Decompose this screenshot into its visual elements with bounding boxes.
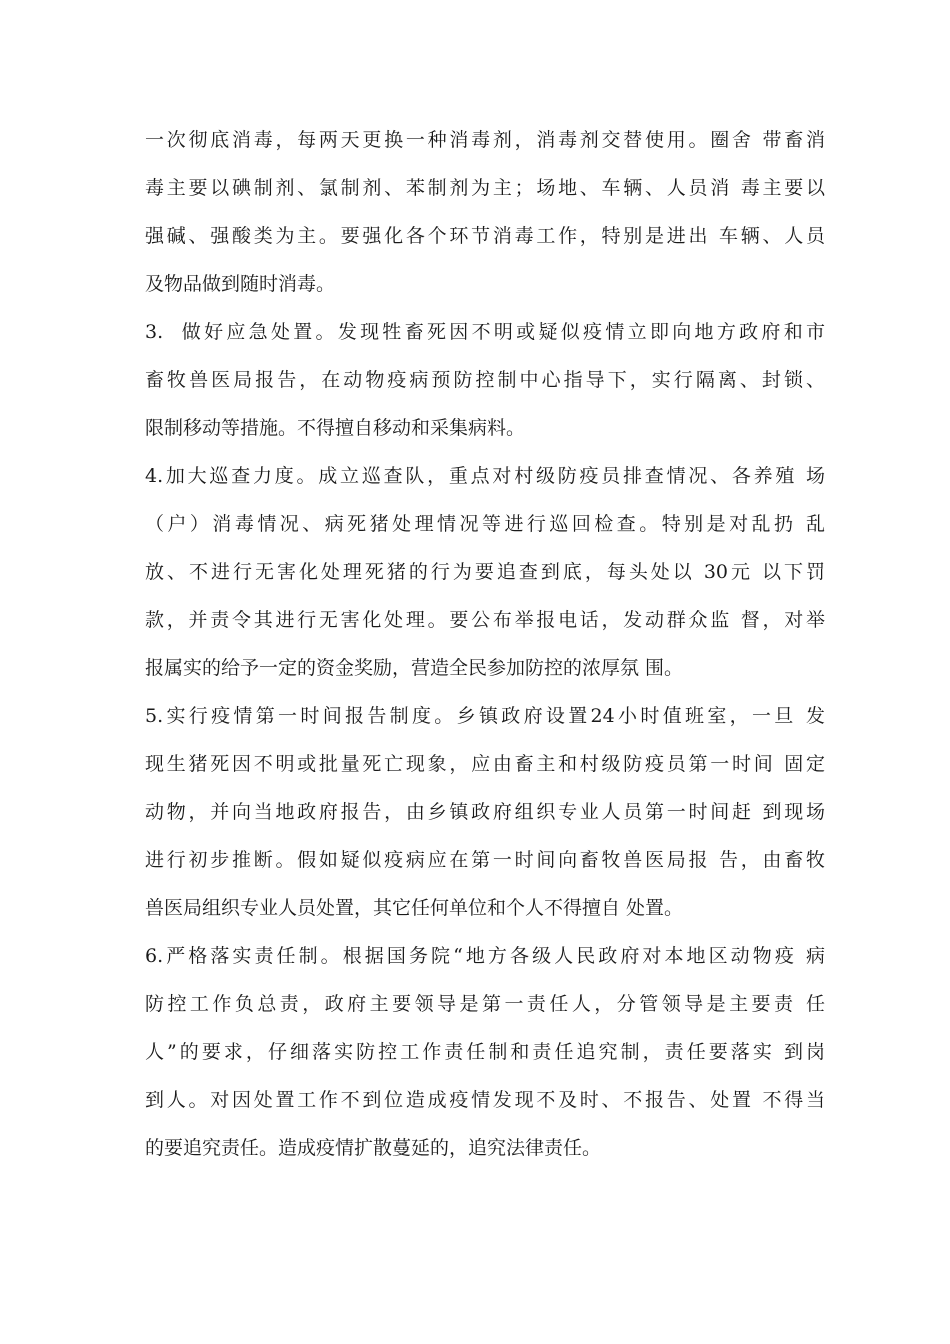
- paragraph-reporting-system: [145, 692, 825, 932]
- text-line: 款，并责令其进行无害化处理。要公布举报电话，发动群众监 督，对举: [145, 609, 825, 631]
- text-line: 强碱、强酸类为主。要强化各个环节消毒工作，特别是进出 车辆、人员: [145, 225, 825, 247]
- text-line: 报属实的给予一定的资金奖励，营造全民参加防控的浓厚氛 围。: [145, 657, 684, 679]
- text-line: 防控工作负总责，政府主要领导是第一责任人，分管领导是主要责 任: [145, 993, 825, 1015]
- text-line: 4.加大巡查力度。成立巡查队，重点对村级防疫员排查情况、各养殖 场: [145, 465, 825, 487]
- paragraph-inspection: [145, 452, 825, 692]
- text-line: 畜牧兽医局报告，在动物疫病预防控制中心指导下，实行隔离、封锁、: [145, 369, 825, 391]
- text-line: 到人。对因处置工作不到位造成疫情发现不及时、不报告、处置 不得当: [145, 1089, 825, 1111]
- text-line: 的要追究责任。造成疫情扩散蔓延的，追究法律责任。: [145, 1137, 602, 1159]
- text-line: 及物品做到随时消毒。: [145, 273, 336, 295]
- text-line: 放、不进行无害化处理死猪的行为要追查到底，每头处以 30元 以下罚: [145, 561, 825, 583]
- paragraph-disinfection: [145, 116, 825, 308]
- text-line: 人”的要求，仔细落实防控工作责任制和责任追究制，责任要落实 到岗: [145, 1041, 825, 1063]
- text-line: 进行初步推断。假如疑似疫病应在第一时间向畜牧兽医局报 告，由畜牧: [145, 849, 825, 871]
- text-line: 6.严格落实责任制。根据国务院“地方各级人民政府对本地区动物疫 病: [145, 945, 825, 967]
- text-line: （户）消毒情况、病死猪处理情况等进行巡回检查。特别是对乱扔 乱: [145, 513, 825, 535]
- text-line: 3. 做好应急处置。发现牲畜死因不明或疑似疫情立即向地方政府和市: [145, 321, 825, 343]
- text-line: 兽医局组织专业人员处置，其它任何单位和个人不得擅自 处置。: [145, 897, 684, 919]
- text-line: 5.实行疫情第一时间报告制度。乡镇政府设置24小时值班室，一旦 发: [145, 705, 825, 727]
- text-line: 毒主要以碘制剂、氯制剂、苯制剂为主；场地、车辆、人员消 毒主要以: [145, 177, 825, 199]
- text-line: 现生猪死因不明或批量死亡现象，应由畜主和村级防疫员第一时间 固定: [145, 753, 825, 775]
- paragraph-emergency-handling: [145, 308, 825, 452]
- paragraph-responsibility: [145, 932, 825, 1172]
- text-line: 一次彻底消毒，每两天更换一种消毒剂，消毒剂交替使用。圈舍 带畜消: [145, 129, 825, 151]
- text-line: 限制移动等措施。不得擅自移动和采集病料。: [145, 417, 526, 439]
- text-line: 动物，并向当地政府报告，由乡镇政府组织专业人员第一时间赶 到现场: [145, 801, 825, 823]
- document-body: [145, 116, 825, 1172]
